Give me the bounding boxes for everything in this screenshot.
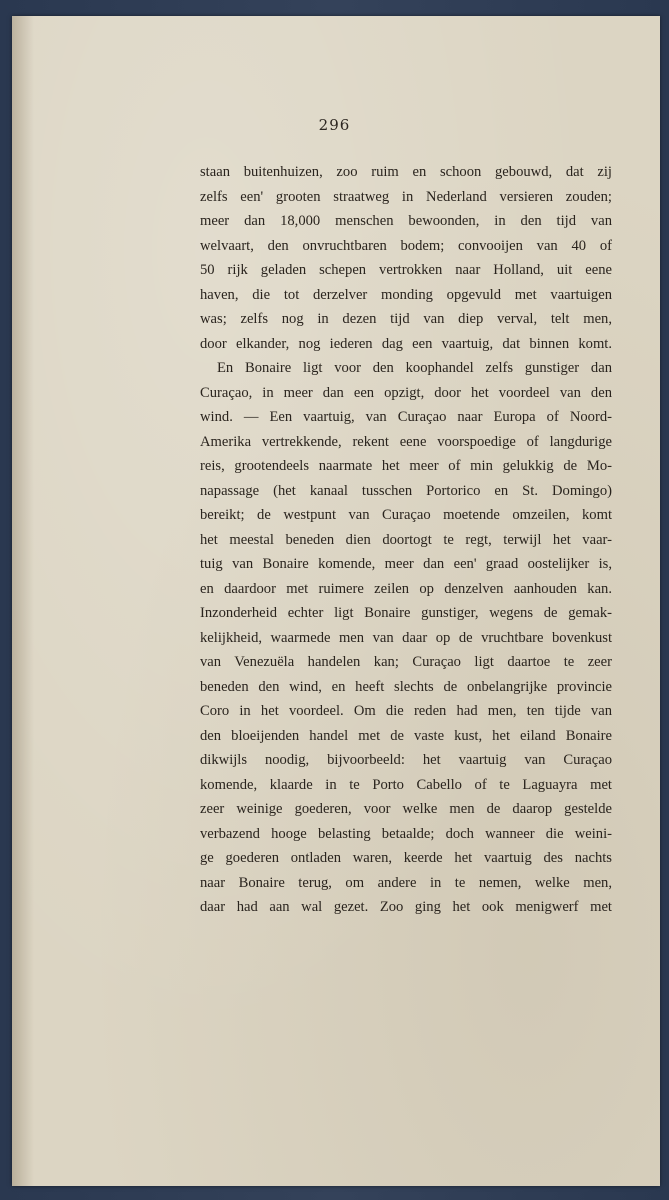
text-line: ge goederen ontladen waren, keerde het vaartuig des nachts <box>200 850 612 866</box>
text-line: Inzonderheid echter ligt Bonaire gunstiger, wegens de gemak- <box>200 605 612 621</box>
text-line: kelijkheid, waarmede men van daar op de vruchtbare bovenkust <box>200 629 612 646</box>
text-line: den bloeijenden handel met de vaste kust, het eiland Bonaire <box>200 727 612 744</box>
text-line: komende, klaarde in te Porto Cabello of te Laguayra met <box>200 776 612 793</box>
text-line: reis, grootendeels naarmate het meer of min gelukkig de Mo- <box>200 458 612 474</box>
text-line: van Venezuëla handelen kan; Curaçao ligt daartoe te zeer <box>200 654 612 670</box>
text-line: wind. — Een vaartuig, van Curaçao naar Europa of Noord- <box>200 409 612 425</box>
text-line: welvaart, den onvruchtbaren bodem; convooijen van 40 of <box>200 237 612 254</box>
page-number: 296 <box>318 116 351 134</box>
text-line: Coro in het voordeel. Om die reden had men, ten tijde van <box>200 703 612 719</box>
text-line: tuig van Bonaire komende, meer dan een' graad oostelijker is, <box>200 556 612 572</box>
body-text <box>200 160 612 920</box>
text-line: dikwijls noodig, bijvoorbeeld: het vaartuig van Curaçao <box>200 752 612 768</box>
text-line: napassage (het kanaal tusschen Portorico en St. Domingo) <box>200 482 612 499</box>
text-line: En Bonaire ligt voor den koophandel zelfs gunstiger dan <box>217 360 612 376</box>
text-line: meer dan 18,000 menschen bewoonden, in den tijd van <box>200 213 612 229</box>
text-line: staan buitenhuizen, zoo ruim en schoon gebouwd, dat zij <box>200 164 612 180</box>
text-line: naar Bonaire terug, om andere in te nemen, welke men, <box>200 874 612 891</box>
text-line: Curaçao, in meer dan een opzigt, door het voordeel van den <box>200 384 612 401</box>
text-line: door elkander, nog iederen dag een vaartuig, dat binnen komt. <box>200 335 612 352</box>
text-line: en daardoor met ruimere zeilen op denzelven aanhouden kan. <box>200 580 612 597</box>
text-line: Amerika vertrekkende, rekent eene voorspoedige of langdurige <box>200 433 612 450</box>
text-line: daar had aan wal gezet. Zoo ging het ook menigwerf met <box>200 899 612 915</box>
text-line: zeer weinige goederen, voor welke men de daarop gestelde <box>200 801 612 817</box>
text-line: 50 rijk geladen schepen vertrokken naar Holland, uit eene <box>200 262 612 278</box>
text-line: beneden den wind, en heeft slechts de onbelangrijke provincie <box>200 678 612 695</box>
text-line: was; zelfs nog in dezen tijd van diep verval, telt men, <box>200 311 612 327</box>
text-line: verbazend hooge belasting betaalde; doch wanneer die weini- <box>200 825 612 842</box>
text-line: het meestal beneden dien doortogt te regt, terwijl het vaar- <box>200 531 612 548</box>
text-line: haven, die tot derzelver monding opgevuld met vaartuigen <box>200 286 612 303</box>
text-line: bereikt; de westpunt van Curaçao moetende omzeilen, komt <box>200 507 612 523</box>
text-line: zelfs een' grooten straatweg in Nederland versieren zouden; <box>200 188 612 205</box>
